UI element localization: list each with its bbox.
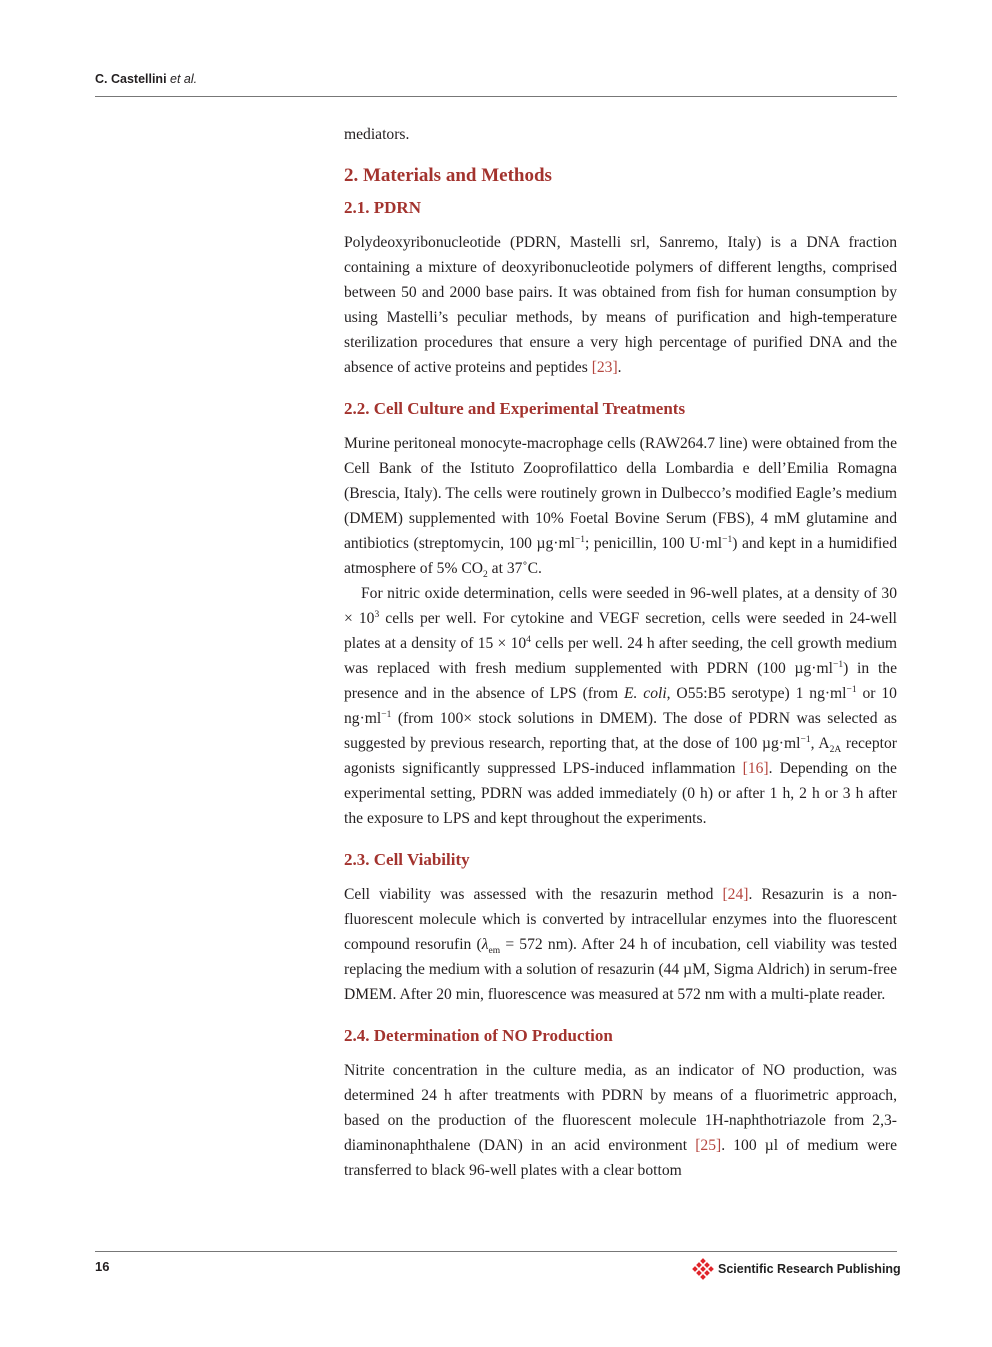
subsection-title: 2.4. Determination of NO Production — [344, 1026, 613, 1045]
publisher-logo — [692, 1258, 901, 1280]
text-run: −1 — [846, 684, 857, 695]
running-header — [95, 72, 197, 86]
text-run: receptor agonists significantly suppressed LPS-induced inflammation — [344, 735, 897, 777]
text-run: 2 — [483, 570, 488, 581]
body-paragraph — [344, 581, 897, 831]
text-run: 3 — [374, 609, 380, 620]
main-column — [344, 122, 897, 1183]
publisher-name: Scientific Research Publishing — [718, 1262, 901, 1276]
text-run: −1 — [574, 534, 586, 545]
section-title: 2. Materials and Methods — [344, 165, 552, 186]
text-run: Murine peritoneal monocyte-macrophage cells (RAW264.7 line) were obtained from the Cell Bank of the Istituto Zooprofilattico della Lombardia e dell’Emilia Romagna (Brescia, Italy). The cells were routinely grown in Dulbecco’s modified Eagle’s medium (DMEM) supplemented with 10% Foetal Bovine Serum (FBS), 4 mM glutamine and antibiotics (streptomycin, 100 µg·ml — [344, 435, 897, 552]
footer-rule — [95, 1251, 897, 1252]
body-paragraph — [344, 1058, 897, 1183]
text-run: −1 — [832, 659, 844, 670]
citation-link[interactable]: [24] — [722, 886, 749, 903]
text-run: em — [488, 946, 501, 957]
text-run: , O55:B5 serotype) 1 ng·ml — [666, 685, 847, 702]
body-paragraph — [344, 431, 897, 581]
text-run: 2A — [829, 745, 842, 756]
subsection-title: 2.2. Cell Culture and Experimental Treatments — [344, 399, 686, 418]
text-run: λ — [481, 936, 489, 953]
text-run: ) in the presence and in the absence of LPS (from — [344, 660, 897, 702]
text-run: , A — [810, 735, 830, 752]
subsection-title: 2.3. Cell Viability — [344, 850, 470, 869]
text-run: cells per well. 24 h after seeding, the cell growth medium was replaced with fresh medium supplemented with PDRN (100 µg·ml — [344, 635, 897, 677]
header-rule — [95, 96, 897, 97]
citation-link[interactable]: [25] — [695, 1137, 722, 1154]
text-run: −1 — [381, 709, 392, 720]
text-run: Cell viability was assessed with the resazurin method — [344, 886, 723, 903]
text-run: For nitric oxide determination, cells were seeded in 96-well plates, at a density of 30 × 10 — [344, 585, 897, 627]
lead-text: mediators. — [344, 126, 410, 143]
citation-link[interactable]: [16] — [742, 760, 769, 777]
text-run: 4 — [526, 634, 531, 645]
text-run: −1 — [800, 734, 811, 745]
subsection-title: 2.1. PDRN — [344, 198, 421, 217]
text-run: . 100 µl of medium were transferred to black 96-well plates with a clear bottom — [344, 1137, 897, 1179]
subsections — [344, 196, 897, 1183]
text-run: −1 — [722, 534, 733, 545]
text-run: Polydeoxyribonucleotide (PDRN, Mastelli srl, Sanremo, Italy) is a DNA fraction containing a mixture of deoxyribonucleotide polymers of different lengths, comprised between 50 and 2000 base pairs. It was obtained from fish for human consumption by using Mastelli’s peculiar methods, by means of purification and high-temperature sterilization procedures that ensure a very high percentage of purified DNA and the absence of active proteins and peptides — [344, 234, 897, 376]
text-run: ; penicillin, 100 U·ml — [585, 535, 723, 552]
citation-link[interactable]: [23] — [591, 359, 618, 376]
text-run: at 37˚C. — [487, 560, 542, 577]
text-run: . — [617, 359, 622, 376]
body-paragraph — [344, 882, 897, 1007]
text-run: . Resazurin is a non-fluorescent molecule which is converted by intracellular enzymes into the fluorescent compound resorufin ( — [344, 886, 897, 953]
page-number: 16 — [95, 1259, 110, 1274]
text-run: or 10 ng·ml — [344, 685, 897, 727]
text-run: ) and kept in a humidified atmosphere of 5% CO — [344, 535, 897, 577]
text-run: = 572 nm). After 24 h of incubation, cell viability was tested replacing the medium with a solution of resazurin (44 µM, Sigma Aldrich) in serum-free DMEM. After 20 min, fluorescence was measured at 572 nm with a multi-plate reader. — [344, 936, 897, 1003]
header-etal: et al. — [166, 72, 198, 86]
text-run: E. coli — [623, 685, 667, 702]
body-paragraph — [344, 230, 897, 380]
text-run: (from 100× stock solutions in DMEM). The dose of PDRN was selected as suggested by previous research, reporting that, at the dose of 100 µg·ml — [344, 710, 897, 752]
text-run: cells per well. For cytokine and VEGF secretion, cells were seeded in 24-well plates at a density of 15 × 10 — [344, 610, 897, 652]
scirp-logo-icon — [692, 1258, 714, 1280]
header-authors: C. Castellini — [95, 72, 167, 86]
text-run: Nitrite concentration in the culture media, as an indicator of NO production, was determined 24 h after treatments with PDRN by means of a fluorimetric approach, based on the production of the fluorescent molecule 1H-naphthotriazole from 2,3-diaminonaphthalene (DAN) in an acid environment — [344, 1062, 897, 1154]
text-run: . Depending on the experimental setting, PDRN was added immediately (0 h) or after 1 h, 2 h or 3 h after the exposure to LPS and kept throughout the experiments. — [344, 760, 897, 827]
